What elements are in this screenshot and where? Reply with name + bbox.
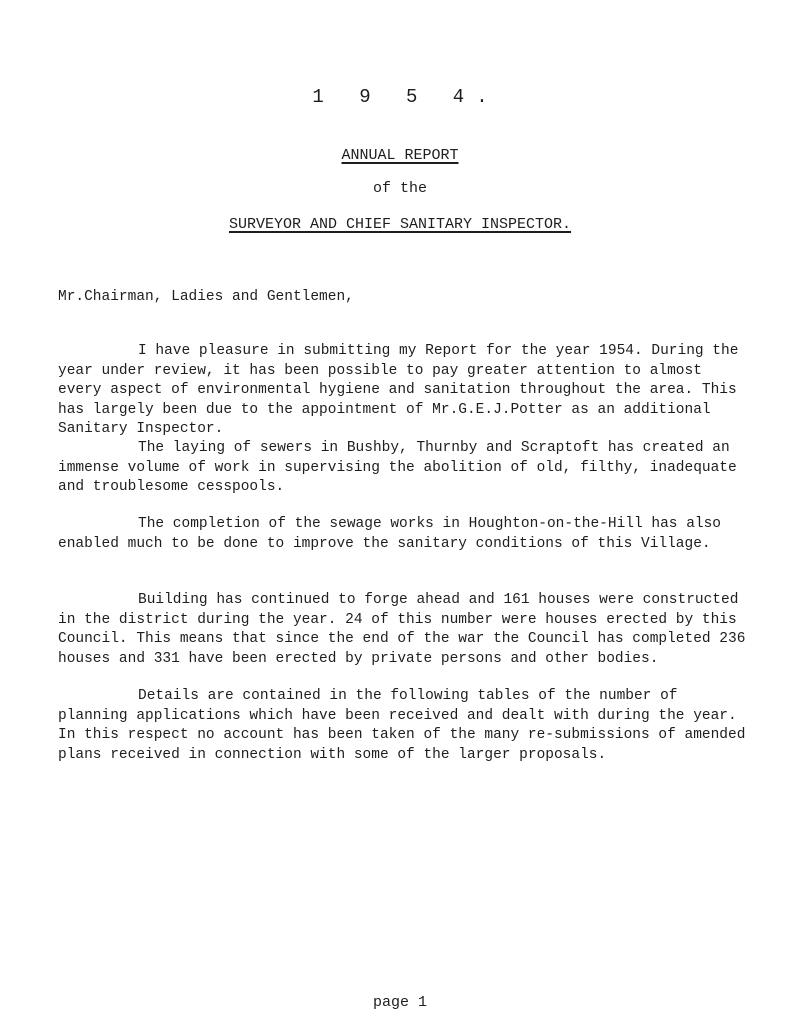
report-title-connector: of the — [372, 180, 427, 197]
report-year: 1 9 5 4. — [312, 86, 500, 108]
page-number: page 1 — [372, 994, 427, 1011]
report-subtitle — [0, 216, 800, 233]
report-title-text: ANNUAL REPORT — [341, 147, 459, 164]
paragraph-introduction: I have pleasure in submitting my Report for the year 1954. During the year under review, it has been possible to pay greater attention to almost every aspect of environmental hygiene and sanitation throughout the area. This has largely been due to the appointment of Mr.G.E.J.Potter as an additional Sanitary Inspector. — [58, 343, 739, 437]
paragraph-sewers: The laying of sewers in Bushby, Thurnby and Scraptoft has created an immense volume of work in supervising the abolition of old, filthy, inadequate and troublesome cesspools. — [58, 440, 737, 495]
report-subtitle-text: SURVEYOR AND CHIEF SANITARY INSPECTOR. — [228, 216, 572, 233]
paragraph-building: Building has continued to forge ahead and 161 houses were constructed in the district during the year. 24 of this number were houses erected by this Council. This means that since the end of the war the Council has completed 236 houses and 331 have been erected by private persons and other bodies. — [58, 592, 746, 667]
report-title — [0, 147, 800, 164]
paragraph-planning-details: Details are contained in the following tables of the number of planning applications which have been received and dealt with during the year. In this respect no account has been taken of the many re-submissions of amended plans received in connection with some of the larger proposals. — [58, 688, 746, 763]
salutation: Mr.Chairman, Ladies and Gentlemen, — [58, 289, 354, 305]
paragraph-sewage-works: The completion of the sewage works in Houghton-on-the-Hill has also enabled much to be done to improve the sanitary conditions of this Village. — [58, 516, 721, 552]
